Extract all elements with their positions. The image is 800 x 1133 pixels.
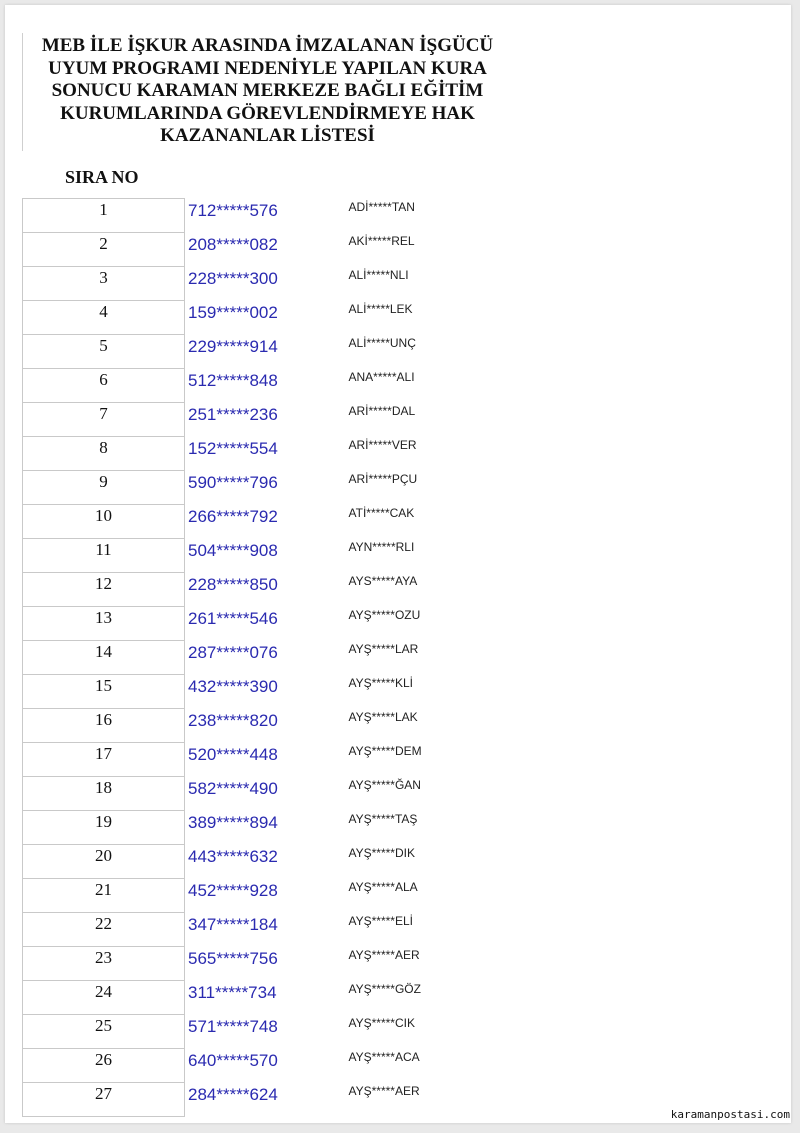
winners-table-body (23, 199, 469, 1117)
masked-id-number: 261*****546 (188, 608, 278, 628)
site-watermark: karamanpostasi.com (670, 1108, 790, 1121)
row-number: 4 (23, 301, 185, 335)
masked-id-number: 208*****082 (188, 234, 278, 254)
row-number: 18 (23, 777, 185, 811)
row-number: 19 (23, 811, 185, 845)
title-line: MEB İLE İŞKUR ARASINDA İMZALANAN İŞGÜCÜ (41, 35, 494, 56)
masked-id-number: 590*****796 (188, 472, 278, 492)
masked-name: ARİ*****DAL (348, 403, 416, 418)
row-number: 6 (23, 369, 185, 403)
masked-id-number: 389*****894 (188, 812, 278, 832)
masked-name: AYŞ*****ĞAN (348, 777, 421, 792)
masked-id-number: 452*****928 (188, 880, 278, 900)
title-line: UYUM PROGRAMI NEDENİYLE YAPILAN KURA (48, 57, 487, 79)
row-number: 12 (23, 573, 185, 607)
masked-name: ANA*****ALI (348, 369, 415, 384)
title-line: SONUCU KARAMAN MERKEZE BAĞLI EĞİTİM (51, 80, 484, 101)
masked-id-number: 347*****184 (188, 914, 278, 934)
margin-rule (22, 33, 23, 151)
masked-name: ADİ*****TAN (348, 199, 415, 214)
masked-name: ALİ*****NLI (348, 267, 409, 282)
row-name-cell (349, 1083, 469, 1117)
row-id-cell (185, 1083, 349, 1117)
column-header-sira-no: SIRA NO (65, 167, 139, 187)
masked-id-number: 311*****734 (188, 982, 277, 1002)
document-page (5, 5, 791, 1123)
masked-name: AYŞ*****ACA (348, 1049, 420, 1064)
row-number: 21 (23, 879, 185, 913)
masked-name: AKİ*****REL (348, 233, 415, 248)
document-title (35, 35, 500, 148)
masked-id-number: 229*****914 (188, 336, 278, 356)
row-number: 1 (23, 199, 185, 233)
masked-name: AYŞ*****ELİ (348, 913, 413, 928)
masked-name: AYŞ*****DIK (348, 845, 415, 860)
row-number: 27 (23, 1083, 185, 1117)
masked-id-number: 228*****850 (188, 574, 278, 594)
masked-id-number: 266*****792 (188, 506, 278, 526)
table-row (23, 1083, 469, 1117)
row-number: 20 (23, 845, 185, 879)
row-number: 3 (23, 267, 185, 301)
row-number: 14 (23, 641, 185, 675)
masked-name: AYŞ*****GÖZ (348, 981, 421, 996)
masked-name: ALİ*****UNÇ (348, 335, 416, 350)
row-number: 8 (23, 437, 185, 471)
masked-id-number: 228*****300 (188, 268, 278, 288)
row-number: 24 (23, 981, 185, 1015)
row-number: 22 (23, 913, 185, 947)
masked-name: AYS*****AYA (348, 573, 418, 588)
masked-id-number: 152*****554 (188, 438, 278, 458)
masked-id-number: 159*****002 (188, 302, 278, 322)
row-number: 16 (23, 709, 185, 743)
masked-name: AYŞ*****DEM (348, 743, 422, 758)
masked-name: AYŞ*****TAŞ (348, 811, 418, 826)
row-number: 11 (23, 539, 185, 573)
masked-name: AYN*****RLI (348, 539, 415, 554)
masked-id-number: 251*****236 (188, 404, 278, 424)
row-number: 23 (23, 947, 185, 981)
row-number: 7 (23, 403, 185, 437)
row-number: 15 (23, 675, 185, 709)
masked-id-number: 582*****490 (188, 778, 278, 798)
masked-name: AYŞ*****ALA (348, 879, 418, 894)
title-line: KAZANANLAR LİSTESİ (160, 125, 375, 146)
row-number: 10 (23, 505, 185, 539)
row-number: 26 (23, 1049, 185, 1083)
row-number: 25 (23, 1015, 185, 1049)
masked-name: ARİ*****PÇU (348, 471, 418, 486)
masked-name: AYŞ*****OZU (348, 607, 421, 622)
winners-table (22, 198, 469, 1117)
masked-name: AYŞ*****AER (348, 947, 420, 962)
masked-id-number: 443*****632 (188, 846, 278, 866)
row-number: 2 (23, 233, 185, 267)
masked-name: AYŞ*****CIK (348, 1015, 415, 1030)
row-number: 13 (23, 607, 185, 641)
masked-name: AYŞ*****LAR (348, 641, 419, 656)
masked-id-number: 512*****848 (188, 370, 278, 390)
masked-id-number: 520*****448 (188, 744, 278, 764)
masked-name: ATİ*****CAK (348, 505, 415, 520)
masked-name: AYŞ*****KLİ (348, 675, 413, 690)
masked-id-number: 565*****756 (188, 948, 278, 968)
masked-id-number: 504*****908 (188, 540, 278, 560)
masked-id-number: 287*****076 (188, 642, 278, 662)
masked-name: AYŞ*****LAK (348, 709, 418, 724)
title-line: KURUMLARINDA GÖREVLENDİRMEYE HAK (60, 102, 475, 124)
masked-id-number: 640*****570 (188, 1050, 278, 1070)
masked-name: ALİ*****LEK (348, 301, 413, 316)
masked-name: ARİ*****VER (348, 437, 417, 452)
row-number: 5 (23, 335, 185, 369)
masked-id-number: 571*****748 (188, 1016, 278, 1036)
masked-id-number: 432*****390 (188, 676, 278, 696)
row-number: 9 (23, 471, 185, 505)
masked-id-number: 712*****576 (188, 200, 278, 220)
masked-name: AYŞ*****AER (348, 1083, 420, 1098)
row-number: 17 (23, 743, 185, 777)
masked-id-number: 238*****820 (188, 710, 278, 730)
masked-id-number: 284*****624 (188, 1084, 278, 1104)
